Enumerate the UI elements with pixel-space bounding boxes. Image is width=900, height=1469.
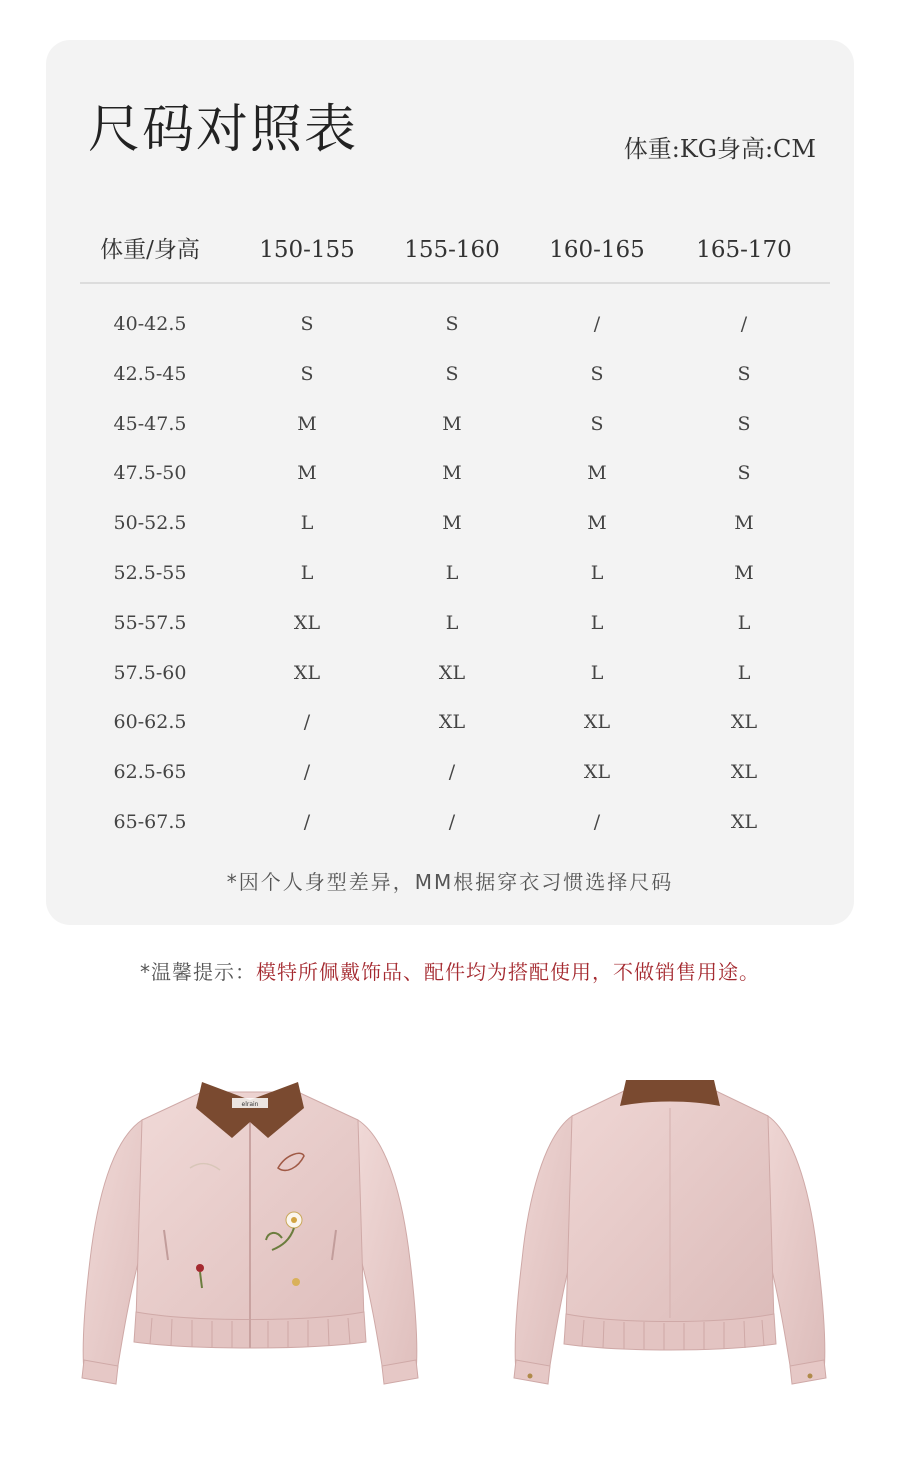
weight-cell: 62.5-65 bbox=[113, 761, 187, 784]
table-row bbox=[46, 603, 854, 653]
size-cell: M bbox=[734, 561, 754, 584]
size-cell: XL bbox=[293, 611, 321, 634]
size-cell: M bbox=[297, 462, 317, 485]
size-cell: M bbox=[587, 462, 607, 485]
size-cell: L bbox=[300, 512, 314, 535]
size-cell: XL bbox=[583, 761, 611, 784]
weight-cell: 40-42.5 bbox=[113, 313, 187, 335]
table-row bbox=[46, 404, 854, 454]
brand-label: elrain bbox=[241, 1101, 259, 1108]
size-cell: XL bbox=[730, 711, 758, 734]
warm-tip bbox=[0, 957, 900, 987]
size-cell: M bbox=[442, 412, 462, 435]
size-cell: L bbox=[737, 661, 751, 684]
size-cell: / bbox=[303, 711, 311, 734]
size-cell: S bbox=[737, 412, 751, 435]
size-chart-card bbox=[46, 40, 854, 925]
table-body bbox=[46, 304, 854, 852]
size-cell: L bbox=[445, 561, 459, 584]
tip-lead: *温馨提示： bbox=[140, 960, 256, 984]
size-cell: / bbox=[448, 761, 456, 784]
size-cell: L bbox=[300, 561, 314, 584]
column-header: 160-165 bbox=[549, 237, 645, 263]
weight-cell: 60-62.5 bbox=[113, 711, 187, 734]
size-cell: / bbox=[593, 313, 601, 335]
size-cell: L bbox=[737, 611, 751, 634]
weight-cell: 50-52.5 bbox=[113, 512, 187, 535]
size-cell: S bbox=[590, 362, 604, 385]
unit-note: 体重:KG身高:CM bbox=[623, 135, 816, 163]
size-cell: S bbox=[300, 313, 314, 335]
weight-cell: 52.5-55 bbox=[113, 561, 187, 584]
size-cell: S bbox=[737, 362, 751, 385]
size-cell: L bbox=[590, 561, 604, 584]
size-cell: M bbox=[587, 512, 607, 535]
table-row bbox=[46, 653, 854, 703]
header-divider bbox=[80, 282, 830, 284]
weight-cell: 57.5-60 bbox=[113, 661, 187, 684]
size-cell: / bbox=[740, 313, 748, 335]
table-row bbox=[46, 304, 854, 354]
table-row bbox=[46, 354, 854, 404]
table-row bbox=[46, 503, 854, 553]
size-cell: XL bbox=[730, 761, 758, 784]
size-cell: XL bbox=[293, 661, 321, 684]
chart-title: 尺码对照表 bbox=[88, 100, 359, 160]
column-header: 165-170 bbox=[696, 237, 792, 263]
size-cell: S bbox=[590, 412, 604, 435]
table-header bbox=[46, 230, 854, 270]
size-cell: / bbox=[303, 810, 311, 833]
size-cell: / bbox=[448, 810, 456, 833]
table-row bbox=[46, 702, 854, 752]
fit-note: *因个人身型差异，MM根据穿衣习惯选择尺码 bbox=[226, 870, 674, 894]
size-cell: S bbox=[737, 462, 751, 485]
weight-cell: 55-57.5 bbox=[113, 611, 187, 634]
corner-header: 体重/身高 bbox=[100, 237, 200, 263]
size-cell: XL bbox=[438, 711, 466, 734]
size-cell: M bbox=[442, 462, 462, 485]
size-cell: XL bbox=[730, 810, 758, 833]
size-cell: S bbox=[445, 313, 459, 335]
size-cell: M bbox=[442, 512, 462, 535]
size-cell: M bbox=[297, 412, 317, 435]
table-row bbox=[46, 453, 854, 503]
table-row bbox=[46, 802, 854, 852]
size-cell: / bbox=[593, 810, 601, 833]
size-cell: XL bbox=[438, 661, 466, 684]
size-cell: S bbox=[300, 362, 314, 385]
size-cell: XL bbox=[583, 711, 611, 734]
size-cell: / bbox=[303, 761, 311, 784]
size-cell: L bbox=[445, 611, 459, 634]
weight-cell: 47.5-50 bbox=[113, 462, 187, 485]
size-cell: M bbox=[734, 512, 754, 535]
weight-cell: 42.5-45 bbox=[113, 362, 187, 385]
tip-text: 模特所佩戴饰品、配件均为搭配使用，不做销售用途。 bbox=[256, 960, 760, 984]
column-header: 150-155 bbox=[259, 237, 355, 263]
jacket-front-image bbox=[72, 1060, 428, 1420]
table-row bbox=[46, 553, 854, 603]
table-row bbox=[46, 752, 854, 802]
size-cell: S bbox=[445, 362, 459, 385]
size-cell: L bbox=[590, 611, 604, 634]
jacket-back-image bbox=[500, 1060, 840, 1420]
weight-cell: 65-67.5 bbox=[113, 810, 187, 833]
weight-cell: 45-47.5 bbox=[113, 412, 187, 435]
column-header: 155-160 bbox=[404, 237, 500, 263]
size-cell: L bbox=[590, 661, 604, 684]
